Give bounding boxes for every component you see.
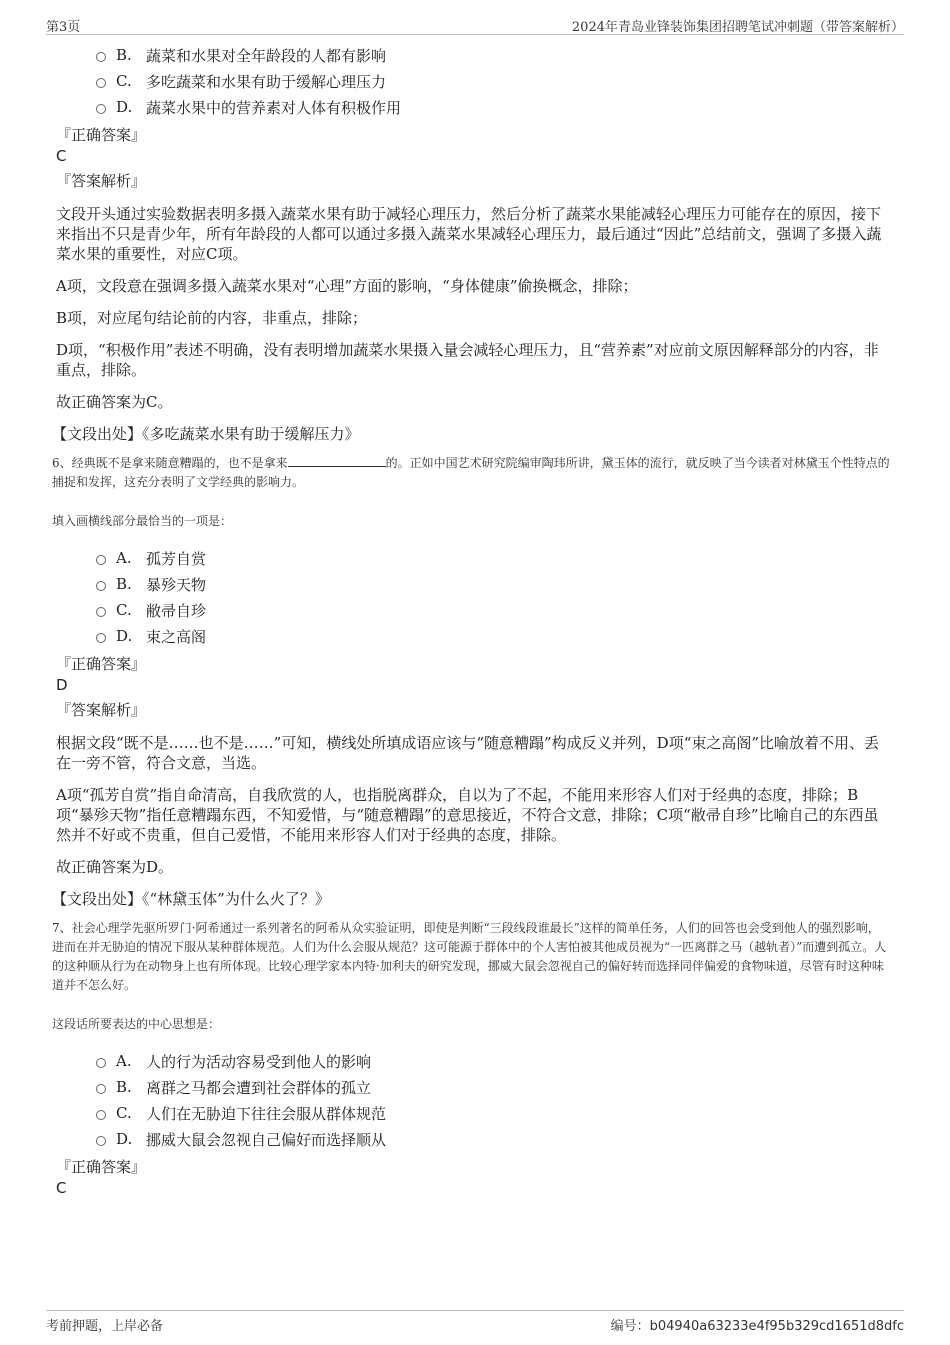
radio-icon[interactable] (96, 581, 106, 591)
q5-analysis-para-4: D项，“积极作用”表述不明确，没有表明增加蔬菜水果摄入量会减轻心理压力，且“营养素”对应前文原因解释部分的内容，非重点，排除。 (56, 341, 879, 379)
q6-analysis-para-1: 根据文段“既不是……也不是……”可知，横线处所填成语应该与“随意糟蹋”构成反义并列，D项“束之高阁”比喻放着不用、丢在一旁不管，符合文意，当选。 (56, 734, 880, 772)
page-content (52, 42, 890, 1198)
footer-code-label: 编号： (610, 1319, 650, 1334)
q5-analysis-para-5: 故正确答案为C。 (56, 393, 173, 411)
q5-analysis-para-3: B项，对应尾句结论前的内容，非重点，排除； (56, 309, 368, 327)
footer-slogan: 考前押题，上岸必备 (46, 1319, 164, 1334)
page-header (46, 14, 904, 35)
q6-option-a[interactable]: A. 孤芳自赏 (96, 545, 890, 571)
q5-option-b[interactable]: B. 蔬菜和水果对全年龄段的人都有影响 (96, 42, 890, 68)
radio-icon[interactable] (96, 104, 106, 114)
q6-answer: D (56, 676, 68, 694)
q5-answer: C (56, 147, 67, 165)
q6-answer-label: 『正确答案』 (56, 655, 147, 673)
page-number: 第3页 (46, 20, 81, 35)
document-title: 2024年青岛业锋装饰集团招聘笔试冲刺题（带答案解析） (571, 20, 904, 35)
q7-option-d[interactable]: D. 挪威大鼠会忽视自己偏好而选择顺从 (96, 1126, 890, 1152)
q6-option-d[interactable]: D. 束之高阁 (96, 623, 890, 649)
q7-stem: 7、社会心理学先驱所罗门·阿希通过一系列著名的阿希从众实验证明，即使是判断“三段线段谁最长”这样的简单任务，人们的回答也会受到他人的强烈影响，进而在并无胁迫的情况下服从某种群体规范。人们为什么会服从规范？这可能源于群体中的个人害怕被其他成员视为“一匹离群之马（越轨者）”而遭到孤立。人的这种顺从行为在动物身上也有所体现。比较心理学家本内特·加利夫的研究发现，挪威大鼠会忽视自己的偏好转而选择同伴偏爱的食物味道，尽管有时这种味道并不怎么好。 (52, 921, 887, 992)
radio-icon[interactable] (96, 1110, 106, 1120)
q7-answer: C (56, 1179, 67, 1197)
footer-code: b04940a63233e4f95b329cd1651d8dfc (649, 1319, 904, 1334)
page-footer (46, 1310, 904, 1337)
q5-analysis-para-1: 文段开头通过实验数据表明多摄入蔬菜水果有助于减轻心理压力，然后分析了蔬菜水果能减轻心理压力可能存在的原因，接下来指出不只是青少年，所有年龄段的人都可以通过多摄入蔬菜水果减轻心理压力，最后通过“因此”总结前文，强调了多摄入蔬菜水果的重要性，对应C项。 (56, 205, 882, 263)
q6-analysis-para-2: A项“孤芳自赏”指自命清高，自我欣赏的人，也指脱离群众，自以为了不起，不能用来形容人们对于经典的态度，排除；B项“暴殄天物”指任意糟蹋东西，不知爱惜，与“随意糟蹋”的意思接近，不符合文意，排除；C项“敝帚自珍”比喻自己的东西虽然并不好或不贵重，但自己爱惜，不能用来形容人们对于经典的态度，排除。 (56, 786, 879, 844)
q6-analysis-label: 『答案解析』 (56, 701, 147, 719)
q7-prompt: 这段话所要表达的中心思想是： (52, 1017, 221, 1031)
q6-stem: 6、经典既不是拿来随意糟蹋的，也不是拿来 的。正如中国艺术研究院编审陶玮所讲，黛玉体的流行，就反映了当今读者对林黛玉个性特点的捕捉和发挥，这充分表明了文学经典的影响力。 (52, 456, 890, 489)
fill-blank (288, 454, 386, 467)
q5-option-d[interactable]: D. 蔬菜水果中的营养素对人体有积极作用 (96, 94, 890, 120)
q7-answer-label: 『正确答案』 (56, 1158, 147, 1176)
q5-source: 【文段出处】《多吃蔬菜水果有助于缓解压力》 (52, 425, 360, 443)
radio-icon[interactable] (96, 1058, 106, 1068)
radio-icon[interactable] (96, 555, 106, 565)
q7-option-a[interactable]: A. 人的行为活动容易受到他人的影响 (96, 1048, 890, 1074)
radio-icon[interactable] (96, 1136, 106, 1146)
q5-analysis-label: 『答案解析』 (56, 172, 147, 190)
radio-icon[interactable] (96, 1084, 106, 1094)
q6-options (56, 545, 890, 649)
q7-option-b[interactable]: B. 离群之马都会遭到社会群体的孤立 (96, 1074, 890, 1100)
q6-option-b[interactable]: B. 暴殄天物 (96, 571, 890, 597)
q6-prompt: 填入画横线部分最恰当的一项是： (52, 514, 233, 528)
q5-options (56, 42, 890, 120)
radio-icon[interactable] (96, 52, 106, 62)
radio-icon[interactable] (96, 607, 106, 617)
q7-options (56, 1048, 890, 1152)
q5-analysis-para-2: A项，文段意在强调多摄入蔬菜水果对“心理”方面的影响，“身体健康”偷换概念，排除； (56, 277, 638, 295)
q6-analysis-para-3: 故正确答案为D。 (56, 858, 174, 876)
footer-code-block (611, 1315, 904, 1334)
q6-source: 【文段出处】《“林黛玉体”为什么火了？》 (52, 890, 330, 908)
q7-option-c[interactable]: C. 人们在无胁迫下往往会服从群体规范 (96, 1100, 890, 1126)
q5-answer-label: 『正确答案』 (56, 126, 147, 144)
radio-icon[interactable] (96, 78, 106, 88)
radio-icon[interactable] (96, 633, 106, 643)
q5-option-c[interactable]: C. 多吃蔬菜和水果有助于缓解心理压力 (96, 68, 890, 94)
q6-option-c[interactable]: C. 敝帚自珍 (96, 597, 890, 623)
